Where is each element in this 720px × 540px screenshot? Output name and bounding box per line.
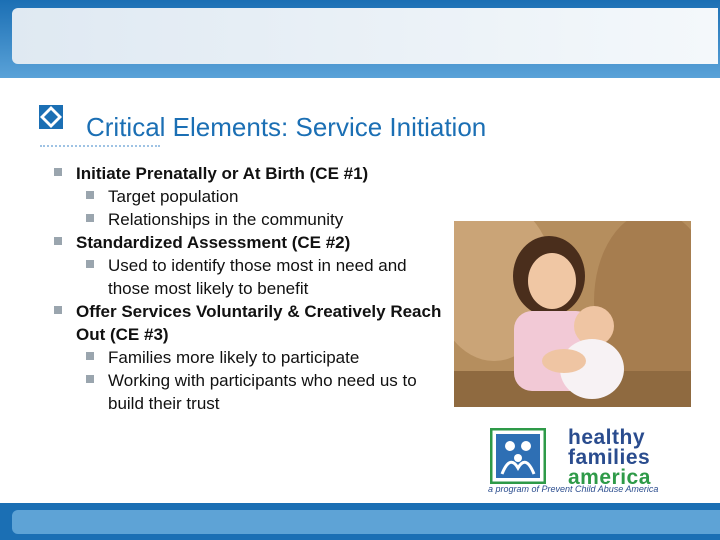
bullet-text: Used to identify those most in need and those most likely to benefit [108,256,407,298]
title-divider [40,145,160,147]
square-bullet-icon [86,352,94,360]
bullet-item [52,162,442,185]
square-bullet-icon [86,260,94,268]
sub-bullet-item [52,369,442,415]
bullet-text: Working with participants who need us to build their trust [108,371,417,413]
logo-word-america: america [568,466,651,489]
diamond-frame-icon [38,104,64,130]
bullet-text: Relationships in the community [108,210,344,229]
bullet-list [52,162,442,415]
square-bullet-icon [54,306,62,314]
square-bullet-icon [54,168,62,176]
bullet-text: Families more likely to participate [108,348,360,367]
slide-title: Critical Elements: Service Initiation [86,112,487,142]
square-bullet-icon [86,214,94,222]
sub-bullet-item [52,208,442,231]
sub-bullet-item [52,254,442,300]
sub-bullet-item [52,185,442,208]
family-figures-icon [490,428,546,484]
healthy-families-america-logo [486,420,696,492]
logo-word-healthy: healthy [568,426,646,449]
bullet-text: Standardized Assessment (CE #2) [76,233,351,252]
square-bullet-icon [86,191,94,199]
logo-word-families: families [568,446,651,469]
logo-tagline: a program of Prevent Child Abuse America [488,484,659,494]
bullet-text: Offer Services Voluntarily & Creatively Reach Out (CE #3) [76,302,442,344]
bullet-text: Target population [108,187,239,206]
bullet-item [52,231,442,254]
footer-panel [12,510,720,534]
header-panel [12,8,718,64]
bullet-item [52,300,442,346]
square-bullet-icon [86,375,94,383]
bullet-text: Initiate Prenatally or At Birth (CE #1) [76,164,369,183]
photo-children [454,221,691,407]
square-bullet-icon [54,237,62,245]
sub-bullet-item [52,346,442,369]
